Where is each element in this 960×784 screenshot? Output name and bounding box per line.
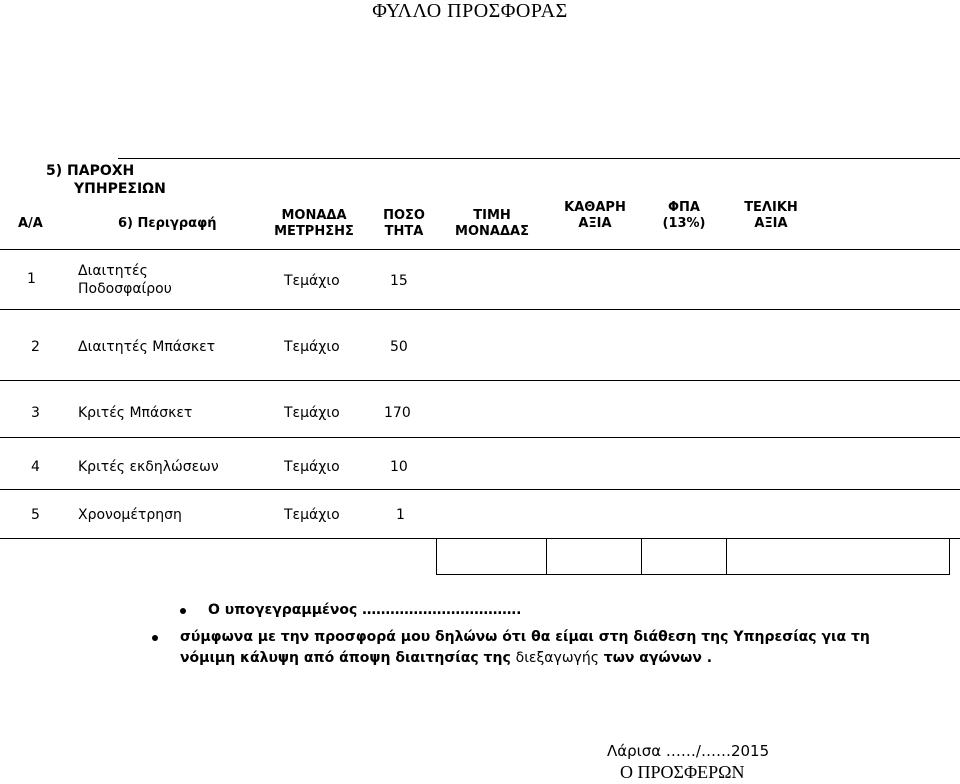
row-quantity: 10 (390, 459, 408, 475)
header-description: 6) Περιγραφή (118, 216, 217, 231)
row-quantity: 50 (390, 339, 408, 355)
col-rule (726, 538, 727, 575)
row-description: Διαιτητές Μπάσκετ (78, 339, 216, 355)
bullet-icon (180, 608, 186, 614)
col-rule (546, 538, 547, 575)
row-quantity: 1 (396, 507, 405, 523)
declaration-statement-item (152, 627, 880, 669)
row-aa: 1 (27, 271, 36, 287)
row-unit: Τεμάχιο (284, 339, 340, 355)
declaration-signed-by-item (180, 600, 880, 621)
header-aa: Α/Α (18, 216, 43, 231)
row-description: Κριτές Μπάσκετ (78, 405, 193, 421)
row-rule (0, 309, 960, 310)
col-rule (641, 538, 642, 575)
header-quantity (372, 208, 436, 240)
statement-text-part2: των αγώνων . (598, 650, 713, 666)
place-date: Λάρισα ……/……2015 (607, 742, 770, 760)
row-aa: 3 (31, 405, 40, 421)
header-bottom-rule (0, 249, 960, 250)
section-heading-line1: 5) ΠΑΡΟΧΗ (46, 163, 135, 179)
col-rule (436, 538, 437, 575)
row-description (78, 262, 172, 298)
bullet-icon (152, 635, 158, 641)
statement-text-normal: διεξαγωγής (515, 650, 599, 666)
header-unit-line2: ΜΕΤΡΗΣΗΣ (274, 224, 354, 239)
header-unit (262, 208, 366, 240)
row-unit: Τεμάχιο (284, 273, 340, 289)
header-vat (642, 200, 726, 232)
header-unit-price-line1: ΤΙΜΗ (473, 208, 511, 223)
header-total-value-line1: ΤΕΛΙΚΗ (744, 200, 798, 215)
header-net-value-line1: ΚΑΘΑΡΗ (564, 200, 626, 215)
row-quantity: 170 (384, 405, 411, 421)
table-bottom-rule (436, 574, 949, 575)
row-description: Κριτές εκδηλώσεων (78, 459, 219, 475)
row-rule (0, 437, 960, 438)
row-unit: Τεμάχιο (284, 405, 340, 421)
header-net-value-line2: ΑΞΙΑ (578, 216, 612, 231)
row-description-line2: Ποδοσφαίρου (78, 281, 172, 297)
row-quantity: 15 (390, 273, 408, 289)
header-quantity-line2: ΤΗΤΑ (384, 224, 424, 239)
row-aa: 4 (31, 459, 40, 475)
section-heading-line2: ΥΠΗΡΕΣΙΩΝ (74, 181, 166, 197)
row-unit: Τεμάχιο (284, 459, 340, 475)
row-unit: Τεμάχιο (284, 507, 340, 523)
header-unit-price-line2: ΜΟΝΑΔΑΣ (455, 224, 529, 239)
row-aa: 5 (31, 507, 40, 523)
row-rule (0, 380, 960, 381)
header-total-value-line2: ΑΞΙΑ (754, 216, 788, 231)
header-unit-price (440, 208, 544, 240)
statement-text-part1: σύμφωνα με την προσφορά μου δηλώνω ότι θα είμαι στη διάθεση της Υπηρεσίας για τη νόμιμη κάλυψη από άποψη διαιτησίας της (180, 629, 870, 666)
table-top-rule (118, 158, 960, 159)
signed-by-text: Ο υπογεγραμμένος ……………………………. (208, 602, 522, 618)
header-quantity-line1: ΠΟΣΟ (383, 208, 425, 223)
section-heading (46, 162, 166, 198)
header-vat-line1: ΦΠΑ (668, 200, 700, 215)
row-description-line1: Διαιτητές (78, 263, 148, 279)
row-rule (0, 489, 960, 490)
header-total-value (728, 200, 814, 232)
col-rule (949, 538, 950, 575)
header-vat-line2: (13%) (662, 216, 706, 231)
row-rule (0, 538, 960, 539)
document-title: ΦΥΛΛΟ ΠΡΟΣΦΟΡΑΣ (372, 0, 568, 22)
declaration (180, 600, 880, 669)
signer-label: Ο ΠΡΟΣΦΕΡΩΝ (620, 762, 745, 782)
header-unit-line1: ΜΟΝΑΔΑ (281, 208, 347, 223)
row-description: Χρονομέτρηση (78, 507, 182, 523)
row-aa: 2 (31, 339, 40, 355)
header-net-value (550, 200, 640, 232)
